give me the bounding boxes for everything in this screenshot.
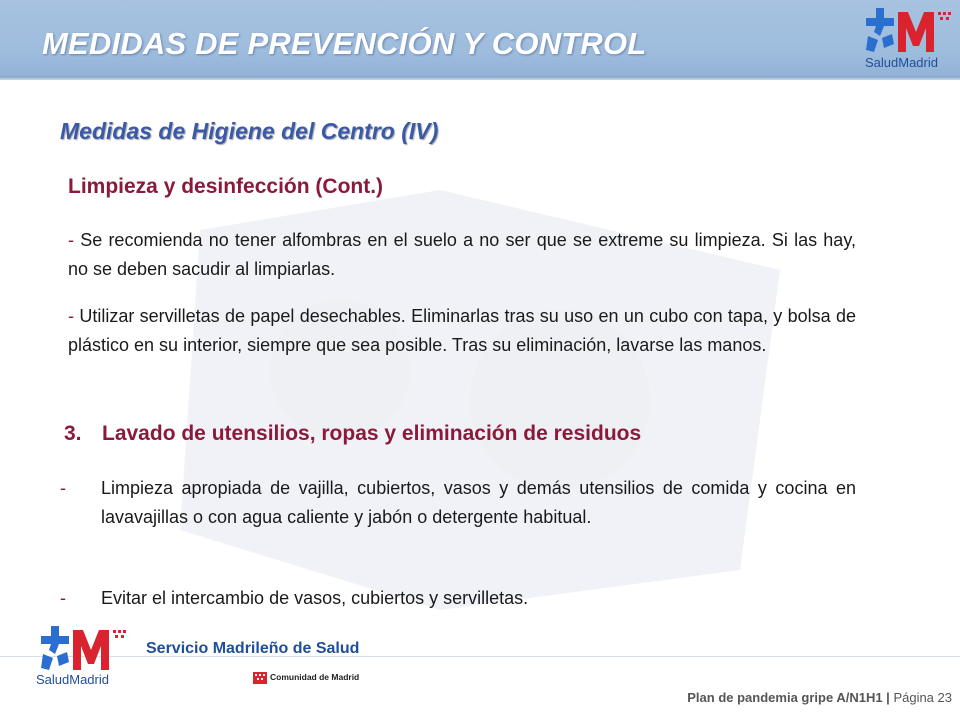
service-name: Servicio Madrileño de Salud: [146, 640, 360, 657]
paragraph-dash: -: [68, 306, 74, 326]
footer-page-number: Página 23: [893, 690, 952, 705]
paragraph-carpets: [68, 226, 856, 284]
heading-text: Lavado de utensilios, ropas y eliminación de residuos: [102, 422, 642, 445]
section-heading: Limpieza y desinfección (Cont.): [68, 175, 384, 198]
background-watermark-icon: [140, 150, 830, 630]
comunidad-madrid-flag-icon: [253, 672, 267, 684]
bullet-dash: -: [60, 588, 66, 608]
bullet-item: [60, 584, 856, 613]
salud-madrid-logo: [862, 6, 956, 72]
paragraph-napkins: [68, 302, 856, 360]
footer-divider: [0, 656, 960, 657]
footer-salud-madrid-logo: [34, 624, 134, 690]
bullet-text: Limpieza apropiada de vajilla, cubiertos, vasos y demás utensilios de comida y cocina en lavavajillas o con agua caliente y jabón o detergente habitual.: [101, 478, 856, 527]
footer-separator: |: [882, 690, 894, 705]
paragraph-dash: -: [68, 230, 74, 250]
paragraph-text: Utilizar servilletas de papel desechables. Eliminarlas tras su uso en un cubo con tapa, y bolsa de plástico en su interior, siempre que sea posible. Tras su eliminación, lavarse las manos.: [68, 306, 856, 355]
paragraph-text: Se recomienda no tener alfombras en el suelo a no ser que se extreme su limpieza. Si las hay, no se deben sacudir al limpiarlas.: [68, 230, 856, 279]
footer-emblem-icon: [34, 624, 134, 674]
logo-text: SaludMadrid: [865, 55, 938, 70]
footer-plan-page: [687, 690, 952, 705]
header-rule: [0, 76, 960, 80]
bullet-text: Evitar el intercambio de vasos, cubiertos y servilletas.: [101, 588, 529, 608]
section-subtitle: Medidas de Higiene del Centro (IV): [60, 118, 439, 144]
footer-logo-text: SaludMadrid: [36, 672, 109, 687]
bullet-item: [60, 474, 856, 532]
slide-title: MEDIDAS DE PREVENCIÓN Y CONTROL: [42, 26, 647, 61]
salud-madrid-emblem-icon: [862, 6, 956, 56]
numbered-heading: [64, 422, 641, 446]
footer-plan: Plan de pandemia gripe A/N1H1: [687, 690, 883, 705]
heading-number: 3.: [64, 422, 82, 445]
comunidad-madrid-label: Comunidad de Madrid: [270, 672, 360, 682]
bullet-dash: -: [60, 478, 66, 498]
